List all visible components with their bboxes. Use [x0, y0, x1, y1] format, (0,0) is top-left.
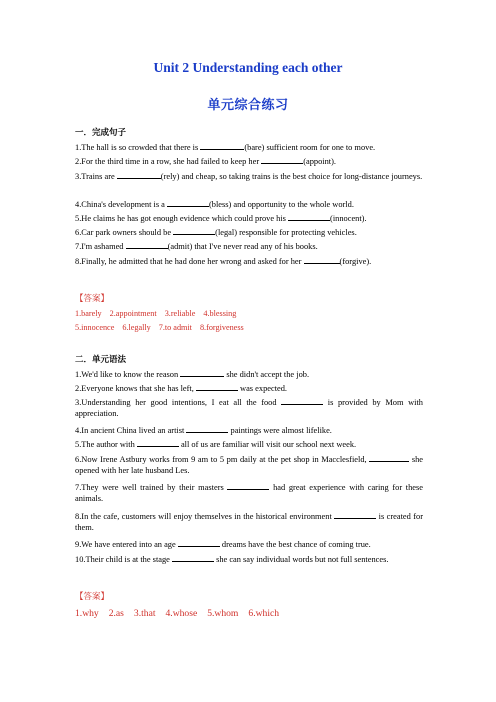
s1-item-7: 7.I'm ashamed (admit) that I've never read any of his books.: [75, 239, 423, 252]
s1-item-3: 3.Trains are (rely) and cheap, so taking trains is the best choice for long-distance journeys.: [75, 169, 423, 182]
answer-blank: [334, 509, 376, 519]
answer-blank: [117, 169, 161, 179]
answer-label-2: 【答案】: [75, 592, 110, 602]
section1-answers-row1: 1.barely 2.appointment 3.reliable 4.blessing: [75, 309, 237, 318]
answer-blank: [304, 254, 340, 264]
answer-blank: [172, 552, 214, 562]
s2-item-10: 10.Their child is at the stage she can say individual words but not full sentences.: [75, 552, 423, 565]
section1-heading: 一．完成句子: [75, 128, 127, 138]
answer-blank: [167, 197, 209, 207]
section2-answers-row1: 1.why 2.as 3.that 4.whose 5.whom 6.which: [75, 608, 280, 619]
answer-blank: [288, 211, 330, 221]
s2-item-1: 1.We'd like to know the reason she didn't accept the job.: [75, 367, 423, 380]
section2-heading: 二．单元语法: [75, 355, 127, 365]
answer-blank: [196, 381, 238, 391]
s1-item-2: 2.For the third time in a row, she had failed to keep her (appoint).: [75, 154, 423, 167]
answer-label-1: 【答案】: [75, 294, 110, 304]
answer-blank: [173, 225, 215, 235]
s2-item-4: 4.In ancient China lived an artist paintings were almost lifelike.: [75, 423, 423, 436]
s1-item-5: 5.He claims he has got enough evidence which could prove his (innocent).: [75, 211, 423, 224]
s2-item-3: 3.Understanding her good intentions, I eat all the food is provided by Mom with appreciation.: [75, 395, 423, 419]
answer-blank: [186, 423, 228, 433]
unit-title: Unit 2 Understanding each other: [153, 60, 343, 75]
answer-blank: [137, 437, 179, 447]
s1-item-6: 6.Car park owners should be (legal) responsible for protecting vehicles.: [75, 225, 423, 238]
answer-blank: [261, 154, 303, 164]
s1-item-1: 1.The hall is so crowded that there is (bare) sufficient room for one to move.: [75, 140, 423, 153]
answer-blank: [369, 452, 409, 462]
unit-subtitle: 单元综合练习: [207, 98, 289, 113]
s2-item-5: 5.The author with all of us are familiar will visit our school next week.: [75, 437, 423, 450]
s2-item-9: 9.We have entered into an age dreams have the best chance of coming true.: [75, 537, 423, 550]
s2-item-2: 2.Everyone knows that she has left, was expected.: [75, 381, 423, 394]
s2-item-7: 7.They were well trained by their masters had great experience with caring for these animals.: [75, 480, 423, 504]
answer-blank: [227, 480, 269, 490]
answer-blank: [180, 367, 224, 377]
answer-blank: [200, 140, 244, 150]
s2-item-8: 8.In the cafe, customers will enjoy themselves in the historical environment is created for them.: [75, 509, 423, 533]
answer-blank: [178, 537, 220, 547]
s2-item-6: 6.Now Irene Astbury works from 9 am to 5 pm daily at the pet shop in Macclesfield, she opened with her late husband Les.: [75, 452, 423, 476]
s1-item-4: 4.China's development is a (bless) and opportunity to the whole world.: [75, 197, 423, 210]
section1-answers-row2: 5.innocence 6.legally 7.to admit 8.forgiveness: [75, 323, 244, 332]
answer-blank: [126, 239, 168, 249]
answer-blank: [281, 395, 323, 405]
s1-item-8: 8.Finally, he admitted that he had done her wrong and asked for her (forgive).: [75, 254, 423, 267]
